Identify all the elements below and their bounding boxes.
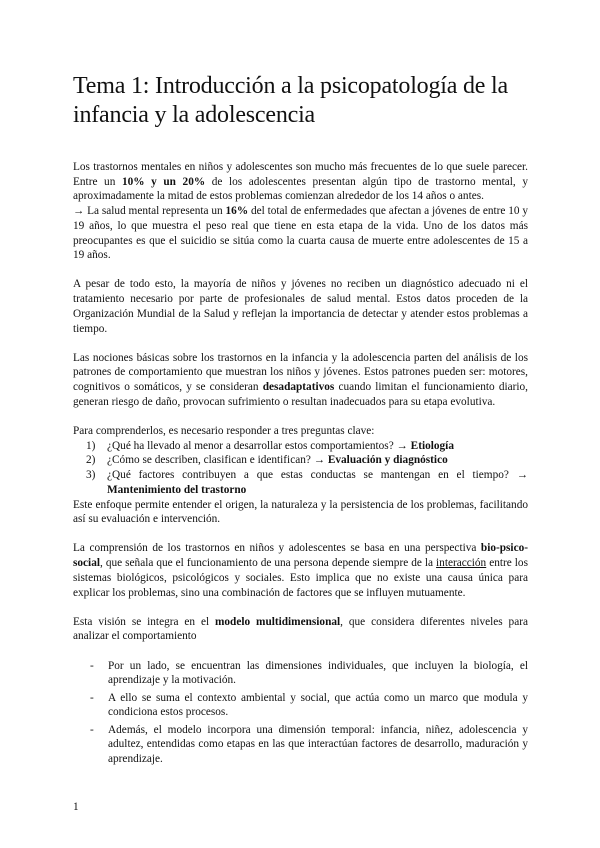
dash-bullet: - — [90, 659, 94, 672]
paragraph-basic-notions — [73, 351, 528, 410]
list-item — [73, 453, 528, 468]
text-run: Esta visión se integra en el — [73, 615, 215, 628]
list-number: 3) — [86, 469, 96, 482]
document-page — [73, 72, 528, 769]
list-item — [73, 723, 528, 767]
text-run: La salud mental representa un — [84, 205, 226, 218]
text-run: Las nociones básicas sobre los trastornos en la infancia y la adolescencia parten del análisis de los patrones de comportamiento que muestran los niños y jóvenes. Estos patrones pueden ser: motores, cognitivos o somáticos, y se consideran — [73, 351, 528, 394]
question-text: ¿Qué ha llevado al menor a desarrollar estos comportamientos? → — [107, 439, 411, 452]
list-item — [73, 468, 528, 497]
paragraph-approach: Este enfoque permite entender el origen, la naturaleza y la persistencia de los problemas, facilitando así su evaluación e intervención. — [73, 498, 528, 526]
paragraph-questions-intro: Para comprenderlos, es necesario responder a tres preguntas clave: — [73, 425, 375, 438]
bold-run: desadaptativos — [262, 381, 335, 394]
page-number: 1 — [73, 801, 79, 813]
dimensions-list — [73, 659, 528, 767]
bullet-text: Además, el modelo incorpora una dimensión temporal: infancia, niñez, adolescencia y adultez, entendidas como etapas en las que interactúan factores de desarrollo, maduración y aprendizaje. — [108, 723, 528, 765]
text-run: de los adolescentes presentan algún tipo de trastorno mental, y aproximadamente la mitad de estos problemas comienzan alrededor de los 14 años o antes. — [73, 175, 528, 203]
list-number: 2) — [86, 454, 96, 467]
text-run: cuando limitan el funcionamiento diario, generan riesgo de daño, provocan sufrimiento o resultan inadecuados para su etapa evolutiva. — [73, 381, 528, 408]
question-answer: Evaluación y diagnóstico — [327, 454, 448, 467]
dash-bullet: - — [90, 691, 94, 704]
paragraph-diagnosis: A pesar de todo esto, la mayoría de niños y jóvenes no reciben un diagnóstico adecuado ni el tratamiento necesario por parte de profesionales de salud mental. Estos datos proceden de la Organización Mundial de la Salud y reflejan la importancia de detectar y atender estos problemas a tiempo. — [73, 278, 528, 335]
bold-run: 16% — [225, 205, 249, 218]
text-run: La comprensión de los trastornos en niños y adolescentes se basa en una perspectiva — [73, 542, 481, 555]
list-item — [73, 659, 528, 688]
list-number: 1) — [86, 439, 96, 452]
text-run: , que considera diferentes niveles para analizar el comportamiento — [73, 615, 528, 643]
bold-run: bio-psico-social — [73, 542, 528, 570]
bold-run: 10% y un 20% — [121, 175, 206, 188]
text-run: , que señala que el funcionamiento de una persona depende siempre de la — [100, 557, 437, 570]
bullet-text: Por un lado, se encuentran las dimensiones individuales, que incluyen la biología, el aprendizaje y la motivación. — [108, 659, 528, 687]
page-title: Tema 1: Introducción a la psicopatología de la infancia y la adolescencia — [73, 73, 508, 128]
question-answer: Etiología — [410, 439, 454, 452]
bold-run: modelo multidimensional — [215, 615, 341, 628]
question-text: ¿Qué factores contribuyen a que estas conductas se mantengan en el tiempo? → — [107, 469, 528, 482]
text-run: del total de enfermedades que afectan a jóvenes de entre 10 y 19 años, lo que muestra el peso real que tiene en esta etapa de la vida. Uno de los datos más preocupantes es que el suicidio se sitúa como la cuarta causa de muerte entre adolescentes de 15 a 19 años. — [73, 205, 529, 262]
dash-bullet: - — [90, 723, 94, 736]
text-run: entre los sistemas biológicos, psicológicos y sociales. Esto implica que no existe una causa única para explicar los problemas, sino una combinación de factores que se influyen mutuamente. — [73, 557, 528, 599]
bullet-text: A ello se suma el contexto ambiental y social, que actúa como un marco que modula y condiciona estos procesos. — [108, 691, 528, 719]
list-item — [73, 439, 528, 454]
arrow-icon: → — [73, 205, 85, 218]
paragraph-multidimensional — [73, 615, 528, 644]
questions-list — [73, 439, 528, 498]
text-run: Los trastornos mentales en niños y adolescentes son mucho más frecuentes de lo que suele parecer. Entre un — [73, 161, 528, 188]
list-item — [73, 691, 528, 720]
paragraph-biopsychosocial — [73, 541, 528, 600]
question-answer: Mantenimiento del trastorno — [107, 483, 247, 496]
paragraph-prevalence — [73, 160, 528, 204]
paragraph-mental-health-share — [73, 204, 528, 263]
underlined-run: interacción — [436, 557, 487, 570]
question-text: ¿Cómo se describen, clasifican e identifican? → — [107, 454, 328, 467]
